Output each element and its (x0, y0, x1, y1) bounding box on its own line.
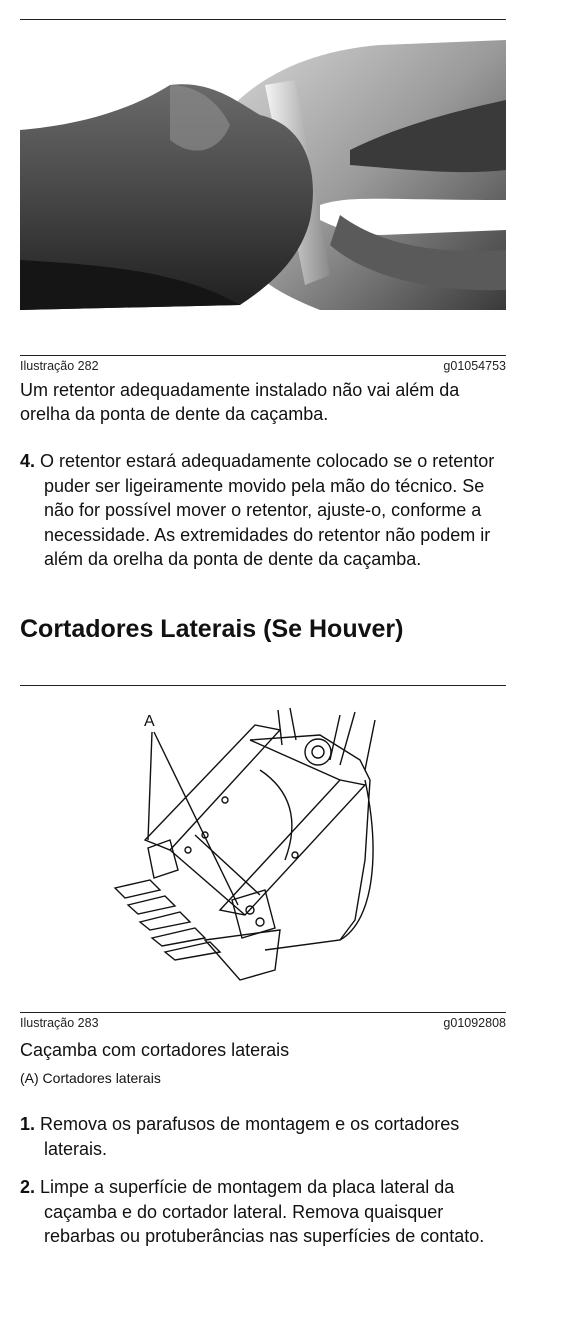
figure1-caption (20, 359, 506, 373)
figure2-caption-rule (20, 1012, 506, 1013)
figure2-caption-code: g01092808 (443, 1016, 506, 1030)
callout-line-1 (148, 732, 152, 840)
top-rule (20, 19, 506, 20)
step-1 (20, 1112, 510, 1161)
figure2-caption-label: Ilustração 283 (20, 1016, 99, 1030)
bucket-side-cutters-illustration (20, 700, 506, 1000)
callout-line-2 (154, 732, 238, 905)
step-4-number: 4. (20, 451, 36, 471)
figure2-legend: (A) Cortadores laterais (20, 1070, 161, 1086)
figure1-description: Um retentor adequadamente instalado não vai além da orelha da ponta de dente da caçamba. (20, 380, 460, 424)
step-1-number: 1. (20, 1114, 36, 1134)
step-4 (20, 449, 510, 572)
section-title: Cortadores Laterais (Se Houver) (20, 615, 404, 643)
step-4-text: O retentor estará adequadamente colocado se o retentor puder ser ligeiramente movido pela mão do técnico. Se não for possível mover o retentor, ajuste-o, conforme a necessidade. As extremidades do retentor não podem ir além da orelha da ponta de dente da caçamba. (35, 451, 495, 569)
step-2 (20, 1175, 510, 1249)
figure2-title: Caçamba com cortadores laterais (20, 1040, 290, 1060)
figure1-caption-code: g01054753 (443, 359, 506, 373)
figure2-top-rule (20, 685, 506, 686)
retainer-tooth-illustration (20, 30, 506, 320)
figure1-caption-rule (20, 355, 506, 356)
figure1-caption-label: Ilustração 282 (20, 359, 99, 373)
callout-a: A (144, 713, 155, 730)
figure2-caption (20, 1016, 506, 1030)
step-2-number: 2. (20, 1177, 36, 1197)
step-1-text: Remova os parafusos de montagem e os cortadores laterais. (35, 1114, 460, 1159)
step-2-text: Limpe a superfície de montagem da placa lateral da caçamba e do cortador lateral. Remova quaisquer rebarbas ou protuberâncias nas superfícies de contato. (35, 1177, 485, 1246)
